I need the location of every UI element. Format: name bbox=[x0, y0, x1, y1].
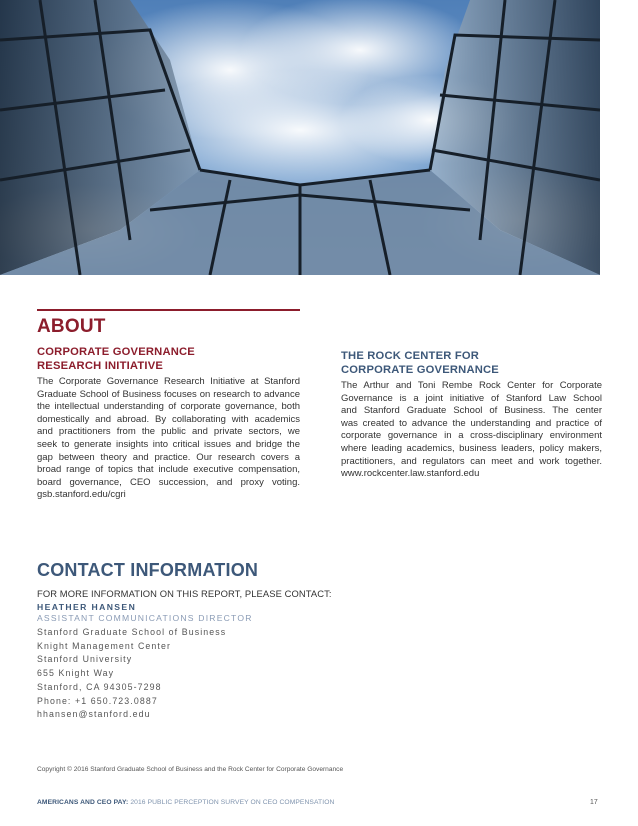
cgri-text-line: seek to generate insights into critical issues and bridge the bbox=[37, 438, 300, 450]
contact-lead: FOR MORE INFORMATION ON THIS REPORT, PLEASE CONTACT: bbox=[37, 588, 332, 599]
cgri-description bbox=[37, 376, 300, 502]
footer-series-light: 2016 PUBLIC PERCEPTION SURVEY ON CEO COMPENSATION bbox=[128, 799, 335, 806]
contact-phone[interactable]: Phone: +1 650.723.0887 bbox=[37, 695, 158, 706]
cgri-text-line: the intellectual understanding of corporate governance, both bbox=[37, 401, 300, 413]
rock-center-heading bbox=[341, 349, 602, 377]
cgri-heading-line: RESEARCH INITIATIVE bbox=[37, 360, 164, 372]
cgri-section bbox=[37, 345, 300, 502]
cgri-heading-line: CORPORATE GOVERNANCE bbox=[37, 346, 195, 358]
contact-line: Stanford, CA 94305-7298 bbox=[37, 681, 162, 692]
rock-center-text-line: was created to advance the understanding and practice of bbox=[341, 417, 602, 429]
rock-center-text-line: practitioners, and regulators can meet and work together. bbox=[341, 455, 602, 467]
rock-center-text-line: Governance is a joint initiative of Stanford Law School bbox=[341, 392, 602, 404]
rock-center-heading-line: CORPORATE GOVERNANCE bbox=[341, 364, 499, 376]
contact-title: CONTACT INFORMATION bbox=[37, 560, 259, 580]
rock-center-description bbox=[341, 380, 602, 481]
footer-series-bold: AMERICANS AND CEO PAY: bbox=[37, 799, 129, 806]
glass-building-sky-photo-icon bbox=[0, 0, 600, 275]
cgri-text-line: gap between theory and practice. Our research covers a bbox=[37, 451, 300, 463]
contact-line: Stanford Graduate School of Business bbox=[37, 627, 227, 637]
rock-center-text-line: where leading academics, business leaders, policy makers, bbox=[341, 442, 602, 454]
rock-center-section bbox=[341, 349, 602, 481]
rock-center-website-link[interactable]: www.rockcenter.law.stanford.edu bbox=[341, 468, 480, 480]
contact-line: Stanford University bbox=[37, 654, 133, 665]
cgri-website-link[interactable]: gsb.stanford.edu/cgri bbox=[37, 489, 126, 501]
cgri-text-line: Graduate School of Business focuses on research to advance bbox=[37, 388, 300, 400]
cgri-heading bbox=[37, 345, 300, 373]
cgri-text-line: and practitioners from the public and private sectors, we bbox=[37, 426, 300, 438]
cgri-text-line: The Corporate Governance Research Initiative at Stanford bbox=[37, 376, 300, 387]
cgri-text-line: domestically and abroad. By collaborating with academics bbox=[37, 413, 300, 425]
rock-center-text-line: The Arthur and Toni Rembe Rock Center for Corporate bbox=[341, 380, 602, 391]
contact-address-block bbox=[37, 626, 226, 722]
contact-line: Knight Management Center bbox=[37, 640, 171, 651]
cgri-text-line: broad range of topics that include executive compensation, bbox=[37, 464, 300, 476]
contact-email-link[interactable]: hhansen@stanford.edu bbox=[37, 709, 151, 720]
footer-series-title bbox=[37, 799, 334, 806]
cgri-text-line: board governance, CEO succession, and proxy voting. bbox=[37, 476, 300, 488]
hero-photo bbox=[0, 0, 600, 275]
page-number: 17 bbox=[590, 799, 598, 806]
contact-name: HEATHER HANSEN bbox=[37, 602, 137, 612]
about-title: ABOUT bbox=[37, 316, 106, 337]
copyright-notice: Copyright © 2016 Stanford Graduate School of Business and the Rock Center for Corporate Governance bbox=[37, 766, 344, 773]
contact-role: ASSISTANT COMMUNICATIONS DIRECTOR bbox=[37, 613, 253, 623]
about-divider bbox=[37, 309, 300, 311]
rock-center-heading-line: THE ROCK CENTER FOR bbox=[341, 350, 480, 362]
contact-line: 655 Knight Way bbox=[37, 668, 115, 679]
rock-center-text-line: and Stanford Graduate School of Business. The center bbox=[341, 405, 602, 417]
rock-center-text-line: corporate governance in a cross-disciplinary environment bbox=[341, 430, 602, 442]
